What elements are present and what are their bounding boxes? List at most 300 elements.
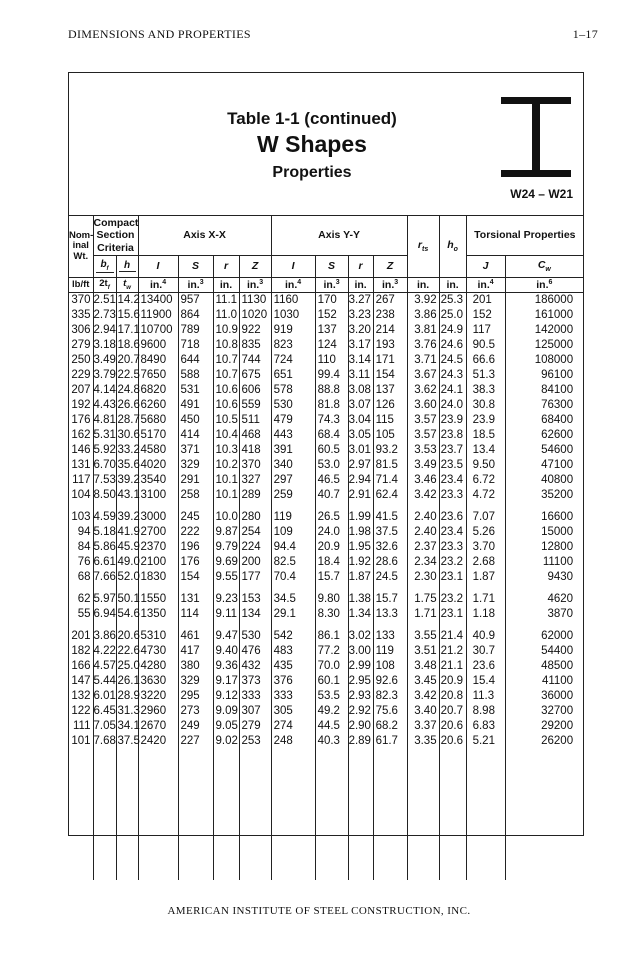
cell-Zy: 126 — [373, 398, 407, 413]
cell-Zy: 32.6 — [373, 540, 407, 555]
cell-Zx: 224 — [239, 540, 271, 555]
cell-bf: 5.44 — [93, 674, 116, 689]
cell-Sy: 88.8 — [315, 383, 348, 398]
cell-h: 30.6 — [116, 428, 138, 443]
cell-bf: 4.57 — [93, 659, 116, 674]
cell-Zy: 119 — [373, 644, 407, 659]
cell-rts: 3.37 — [407, 719, 439, 734]
cell-Zy: 24.5 — [373, 570, 407, 585]
cell-Zy: 68.2 — [373, 719, 407, 734]
cell-Ix: 1550 — [138, 592, 178, 607]
Sy-symbol: S — [315, 256, 348, 278]
cell-Zx: 675 — [239, 368, 271, 383]
cell-rts: 1.75 — [407, 592, 439, 607]
cell-h: 45.9 — [116, 540, 138, 555]
cell-Iy: 333 — [271, 689, 315, 704]
cell-ry: 3.05 — [348, 428, 373, 443]
cell-h: 39.2 — [116, 473, 138, 488]
cell-Ix: 8490 — [138, 353, 178, 368]
unit-J: in.$^4$ — [466, 278, 505, 293]
cell-wt: 335 — [69, 308, 93, 323]
table-row — [69, 383, 583, 398]
cell-ry: 2.89 — [348, 734, 373, 749]
table-subtitle: Properties — [272, 164, 352, 181]
cell-Sy: 137 — [315, 323, 348, 338]
cell-wt: 182 — [69, 644, 93, 659]
cell-rts: 3.40 — [407, 704, 439, 719]
cell-J: 5.21 — [466, 734, 505, 749]
cell-rts: 3.42 — [407, 488, 439, 503]
cell-Sx: 371 — [178, 443, 213, 458]
cell-rx: 9.17 — [213, 674, 239, 689]
cell-Zx: 373 — [239, 674, 271, 689]
cell-h: 26.1 — [116, 674, 138, 689]
cell-Sx: 131 — [178, 592, 213, 607]
cell-Ix: 3630 — [138, 674, 178, 689]
cell-bf: 4.14 — [93, 383, 116, 398]
unit-wt: lb/ft — [69, 278, 93, 293]
cell-Zy: 71.4 — [373, 473, 407, 488]
torsional-header: Torsional Properties — [466, 216, 583, 256]
cell-Sy: 74.3 — [315, 413, 348, 428]
cell-ho: 23.1 — [439, 570, 466, 585]
cell-rx: 9.79 — [213, 540, 239, 555]
cell-ho: 23.2 — [439, 555, 466, 570]
cell-ry: 2.90 — [348, 719, 373, 734]
cell-h: 41.9 — [116, 525, 138, 540]
cell-Zy: 62.4 — [373, 488, 407, 503]
cell-wt: 162 — [69, 428, 93, 443]
cell-Iy: 340 — [271, 458, 315, 473]
cell-Zx: 254 — [239, 525, 271, 540]
cell-bf: 2.51 — [93, 293, 116, 309]
cell-Ix: 2370 — [138, 540, 178, 555]
cell-Iy: 391 — [271, 443, 315, 458]
table-row — [69, 293, 583, 309]
cell-Sx: 450 — [178, 413, 213, 428]
cell-bf: 2.73 — [93, 308, 116, 323]
cell-J: 15.4 — [466, 674, 505, 689]
cell-rx: 10.1 — [213, 488, 239, 503]
cell-Ix: 3100 — [138, 488, 178, 503]
cell-rts: 3.35 — [407, 734, 439, 749]
cell-J: 30.7 — [466, 644, 505, 659]
cell-wt: 146 — [69, 443, 93, 458]
table-row — [69, 540, 583, 555]
cell-ho: 23.4 — [439, 473, 466, 488]
cell-J: 13.4 — [466, 443, 505, 458]
cell-Iy: 248 — [271, 734, 315, 749]
cell-Sx: 291 — [178, 473, 213, 488]
cell-h: 54.6 — [116, 607, 138, 622]
cell-Zy: 13.3 — [373, 607, 407, 622]
table-row — [69, 458, 583, 473]
cell-Iy: 70.4 — [271, 570, 315, 585]
cell-Zy: 238 — [373, 308, 407, 323]
cell-rts: 3.81 — [407, 323, 439, 338]
cell-Sy: 60.5 — [315, 443, 348, 458]
cell-bf: 4.22 — [93, 644, 116, 659]
cell-bf: 7.66 — [93, 570, 116, 585]
table-row — [69, 398, 583, 413]
cell-Cw: 9430 — [547, 570, 574, 583]
cell-ry: 2.94 — [348, 473, 373, 488]
cell-Sx: 245 — [178, 510, 213, 525]
cell-rx: 10.3 — [213, 443, 239, 458]
rts-header: $r_{ts}$ — [407, 216, 439, 278]
cell-h: 34.1 — [116, 719, 138, 734]
unit-rts: in. — [407, 278, 439, 293]
cell-wt: 131 — [69, 458, 93, 473]
cell-Ix: 1830 — [138, 570, 178, 585]
cell-Cw: 62600 — [541, 428, 574, 441]
cell-J: 51.3 — [466, 368, 505, 383]
cell-ry: 2.99 — [348, 659, 373, 674]
cell-ry: 3.01 — [348, 443, 373, 458]
cell-Cw: 142000 — [534, 323, 574, 336]
cell-ho: 25.0 — [439, 308, 466, 323]
cell-bf: 6.94 — [93, 607, 116, 622]
cell-J: 6.72 — [466, 473, 505, 488]
cell-Zy: 75.6 — [373, 704, 407, 719]
unit-ry: in. — [348, 278, 373, 293]
cell-ho: 24.1 — [439, 383, 466, 398]
cell-rts: 3.71 — [407, 353, 439, 368]
cell-ho: 21.1 — [439, 659, 466, 674]
Zx-symbol: Z — [239, 256, 271, 278]
cell-rts: 3.51 — [407, 644, 439, 659]
properties-table — [69, 215, 583, 880]
cell-rx: 9.36 — [213, 659, 239, 674]
cell-Cw: 54600 — [541, 443, 574, 456]
cell-h: 49.0 — [116, 555, 138, 570]
cell-Iy: 651 — [271, 368, 315, 383]
Zy-symbol: Z — [373, 256, 407, 278]
cell-Zx: 835 — [239, 338, 271, 353]
publisher-footer: AMERICAN INSTITUTE OF STEEL CONSTRUCTION, INC. — [167, 905, 471, 917]
cell-rts: 3.46 — [407, 473, 439, 488]
cell-wt: 176 — [69, 413, 93, 428]
cell-Ix: 2700 — [138, 525, 178, 540]
table-row — [69, 644, 583, 659]
rx-symbol: r — [213, 256, 239, 278]
unit-Zy: in.$^3$ — [373, 278, 407, 293]
cell-wt: 101 — [69, 734, 93, 749]
cell-ry: 2.93 — [348, 689, 373, 704]
compact-criteria-header: Compact Section Criteria — [93, 217, 139, 254]
cell-Iy: 1160 — [271, 293, 315, 309]
cell-Zx: 511 — [239, 413, 271, 428]
table-row — [69, 428, 583, 443]
cell-rx: 9.05 — [213, 719, 239, 734]
cell-rx: 9.87 — [213, 525, 239, 540]
table-row — [69, 323, 583, 338]
cell-bf: 7.05 — [93, 719, 116, 734]
cell-Cw: 68400 — [541, 413, 574, 426]
cell-Zy: 137 — [373, 383, 407, 398]
cell-J: 30.8 — [466, 398, 505, 413]
cell-wt: 192 — [69, 398, 93, 413]
cell-rts: 3.53 — [407, 443, 439, 458]
cell-Sx: 414 — [178, 428, 213, 443]
cell-Ix: 1350 — [138, 607, 178, 622]
cell-Sx: 273 — [178, 704, 213, 719]
shape-range: W24 – W21 — [510, 187, 573, 201]
cell-Zy: 81.5 — [373, 458, 407, 473]
cell-bf: 6.01 — [93, 689, 116, 704]
cell-Cw: 41100 — [541, 674, 574, 687]
cell-Zx: 530 — [239, 629, 271, 644]
cell-rx: 10.2 — [213, 458, 239, 473]
table-row — [69, 674, 583, 689]
cell-rx: 10.7 — [213, 353, 239, 368]
cell-rx: 10.8 — [213, 338, 239, 353]
table-body — [69, 293, 583, 881]
cell-ry: 3.11 — [348, 368, 373, 383]
table-row — [69, 368, 583, 383]
cell-wt: 122 — [69, 704, 93, 719]
cell-rts: 3.57 — [407, 428, 439, 443]
cell-Iy: 29.1 — [271, 607, 315, 622]
cell-Zx: 200 — [239, 555, 271, 570]
cell-Sy: 46.5 — [315, 473, 348, 488]
cell-rx: 11.0 — [213, 308, 239, 323]
cell-ry: 2.97 — [348, 458, 373, 473]
cell-Ix: 5170 — [138, 428, 178, 443]
cell-wt: 103 — [69, 510, 93, 525]
cell-rx: 10.6 — [213, 383, 239, 398]
cell-rx: 9.47 — [213, 629, 239, 644]
cell-bf: 6.61 — [93, 555, 116, 570]
cell-h: 28.7 — [116, 413, 138, 428]
cell-Cw: 96100 — [541, 368, 574, 381]
unit-h: $t_w$ — [116, 278, 138, 293]
cell-rx: 10.4 — [213, 428, 239, 443]
cell-Ix: 5680 — [138, 413, 178, 428]
cell-h: 22.5 — [116, 368, 138, 383]
cell-h: 31.3 — [116, 704, 138, 719]
cell-wt: 201 — [69, 629, 93, 644]
cell-ry: 3.08 — [348, 383, 373, 398]
cell-Cw: 11100 — [542, 555, 574, 568]
unit-ho: in. — [439, 278, 466, 293]
cell-Cw: 3870 — [547, 607, 574, 620]
cell-ho: 23.3 — [439, 488, 466, 503]
cell-Ix: 5310 — [138, 629, 178, 644]
cell-Ix: 4580 — [138, 443, 178, 458]
cell-ho: 20.6 — [439, 734, 466, 749]
cell-Cw: 62000 — [541, 629, 574, 642]
cell-Zy: 15.7 — [373, 592, 407, 607]
cell-Cw: 40800 — [541, 473, 574, 486]
cell-Sy: 9.80 — [315, 592, 348, 607]
cell-Sx: 588 — [178, 368, 213, 383]
cell-Iy: 542 — [271, 629, 315, 644]
cell-J: 201 — [466, 293, 505, 309]
cell-ho: 21.4 — [439, 629, 466, 644]
cell-bf: 3.86 — [93, 629, 116, 644]
cell-Cw: 108000 — [534, 353, 574, 366]
page-number: 1–17 — [572, 27, 598, 41]
table-row — [69, 555, 583, 570]
cell-J: 1.18 — [466, 607, 505, 622]
ho-header: $h_o$ — [439, 216, 466, 278]
cell-Sy: 24.0 — [315, 525, 348, 540]
cell-Iy: 530 — [271, 398, 315, 413]
cell-Sy: 53.5 — [315, 689, 348, 704]
cell-ho: 23.7 — [439, 443, 466, 458]
cell-J: 6.83 — [466, 719, 505, 734]
cell-h: 18.6 — [116, 338, 138, 353]
cell-Sx: 258 — [178, 488, 213, 503]
cell-rx: 9.09 — [213, 704, 239, 719]
table-row — [69, 443, 583, 458]
cell-J: 152 — [466, 308, 505, 323]
cell-rts: 3.92 — [407, 293, 439, 309]
table-row — [69, 413, 583, 428]
cell-ho: 23.6 — [439, 510, 466, 525]
cell-Zx: 153 — [239, 592, 271, 607]
cell-Zx: 307 — [239, 704, 271, 719]
h-symbol: h — [116, 256, 138, 278]
cell-Sy: 170 — [315, 293, 348, 309]
cell-ry: 1.87 — [348, 570, 373, 585]
w-shape-icon — [501, 97, 571, 177]
unit-bf: $2t_f$ — [93, 278, 116, 293]
cell-bf: 6.45 — [93, 704, 116, 719]
cell-rx: 9.40 — [213, 644, 239, 659]
cell-h: 26.6 — [116, 398, 138, 413]
cell-Sy: 49.2 — [315, 704, 348, 719]
cell-ho: 20.9 — [439, 674, 466, 689]
cell-Ix: 6820 — [138, 383, 178, 398]
cell-Zx: 476 — [239, 644, 271, 659]
cell-rts: 3.62 — [407, 383, 439, 398]
unit-Iy: in.$^4$ — [271, 278, 315, 293]
cell-Ix: 4020 — [138, 458, 178, 473]
cell-Zy: 92.6 — [373, 674, 407, 689]
cell-Iy: 94.4 — [271, 540, 315, 555]
cell-Iy: 443 — [271, 428, 315, 443]
cell-rx: 9.11 — [213, 607, 239, 622]
cell-Cw: 12800 — [541, 540, 574, 553]
cell-Sx: 222 — [178, 525, 213, 540]
cell-ho: 24.3 — [439, 368, 466, 383]
cell-h: 22.6 — [116, 644, 138, 659]
cell-J: 1.87 — [466, 570, 505, 585]
cell-bf: 3.79 — [93, 368, 116, 383]
cell-Sy: 60.1 — [315, 674, 348, 689]
cell-Iy: 297 — [271, 473, 315, 488]
cell-Cw: 48500 — [541, 659, 574, 672]
cell-Zy: 82.3 — [373, 689, 407, 704]
cell-wt: 147 — [69, 674, 93, 689]
cell-J: 2.68 — [466, 555, 505, 570]
cell-rts: 2.34 — [407, 555, 439, 570]
unit-Sy: in.$^3$ — [315, 278, 348, 293]
cell-ho: 24.5 — [439, 353, 466, 368]
cell-Cw: 32700 — [541, 704, 574, 717]
cell-bf: 5.18 — [93, 525, 116, 540]
cell-J: 40.9 — [466, 629, 505, 644]
cell-wt: 370 — [69, 293, 93, 309]
cell-Zx: 922 — [239, 323, 271, 338]
cell-h: 33.2 — [116, 443, 138, 458]
cell-Sy: 110 — [315, 353, 348, 368]
cell-Zx: 134 — [239, 607, 271, 622]
table-row — [69, 629, 583, 644]
cell-Sx: 227 — [178, 734, 213, 749]
cell-Iy: 483 — [271, 644, 315, 659]
cell-bf: 3.18 — [93, 338, 116, 353]
cell-rx: 10.1 — [213, 473, 239, 488]
cell-bf: 7.53 — [93, 473, 116, 488]
cell-rts: 2.40 — [407, 510, 439, 525]
cell-Zx: 177 — [239, 570, 271, 585]
cell-ho: 23.4 — [439, 525, 466, 540]
cell-Cw: 125000 — [534, 338, 574, 351]
cell-Zy: 154 — [373, 368, 407, 383]
cell-ry: 3.20 — [348, 323, 373, 338]
cell-wt: 55 — [69, 607, 93, 622]
cell-rts: 2.40 — [407, 525, 439, 540]
table-row — [69, 719, 583, 734]
cell-rx: 9.02 — [213, 734, 239, 749]
cell-Zy: 41.5 — [373, 510, 407, 525]
Ix-symbol: I — [138, 256, 178, 278]
cell-rx: 9.55 — [213, 570, 239, 585]
cell-Cw: 76300 — [541, 398, 574, 411]
cell-rts: 3.55 — [407, 629, 439, 644]
cell-Cw: 35200 — [541, 488, 574, 501]
cell-bf: 4.59 — [93, 510, 116, 525]
cell-bf: 5.86 — [93, 540, 116, 555]
cell-Ix: 4280 — [138, 659, 178, 674]
cell-ry: 2.91 — [348, 488, 373, 503]
cell-Ix: 3540 — [138, 473, 178, 488]
cell-ry: 3.14 — [348, 353, 373, 368]
cell-rts: 3.48 — [407, 659, 439, 674]
cell-J: 3.70 — [466, 540, 505, 555]
cell-Cw: 4620 — [547, 592, 574, 605]
cell-Sy: 40.7 — [315, 488, 348, 503]
cell-Sy: 26.5 — [315, 510, 348, 525]
Iy-symbol: I — [271, 256, 315, 278]
cell-Sx: 380 — [178, 659, 213, 674]
cell-Zx: 333 — [239, 689, 271, 704]
cell-Sx: 176 — [178, 555, 213, 570]
cell-wt: 250 — [69, 353, 93, 368]
cell-Cw: 84100 — [541, 383, 574, 396]
cell-Zy: 171 — [373, 353, 407, 368]
cell-Sx: 491 — [178, 398, 213, 413]
cell-wt: 279 — [69, 338, 93, 353]
cell-Ix: 2100 — [138, 555, 178, 570]
cell-Sy: 124 — [315, 338, 348, 353]
cell-wt: 94 — [69, 525, 93, 540]
cell-Sx: 417 — [178, 644, 213, 659]
cell-Iy: 82.5 — [271, 555, 315, 570]
cell-Sx: 461 — [178, 629, 213, 644]
cell-Sx: 864 — [178, 308, 213, 323]
cell-Sy: 40.3 — [315, 734, 348, 749]
cell-Cw: 16600 — [541, 510, 574, 523]
cell-ry: 1.34 — [348, 607, 373, 622]
cell-Sx: 329 — [178, 458, 213, 473]
cell-rx: 9.69 — [213, 555, 239, 570]
cell-Iy: 305 — [271, 704, 315, 719]
unit-rx: in. — [213, 278, 239, 293]
